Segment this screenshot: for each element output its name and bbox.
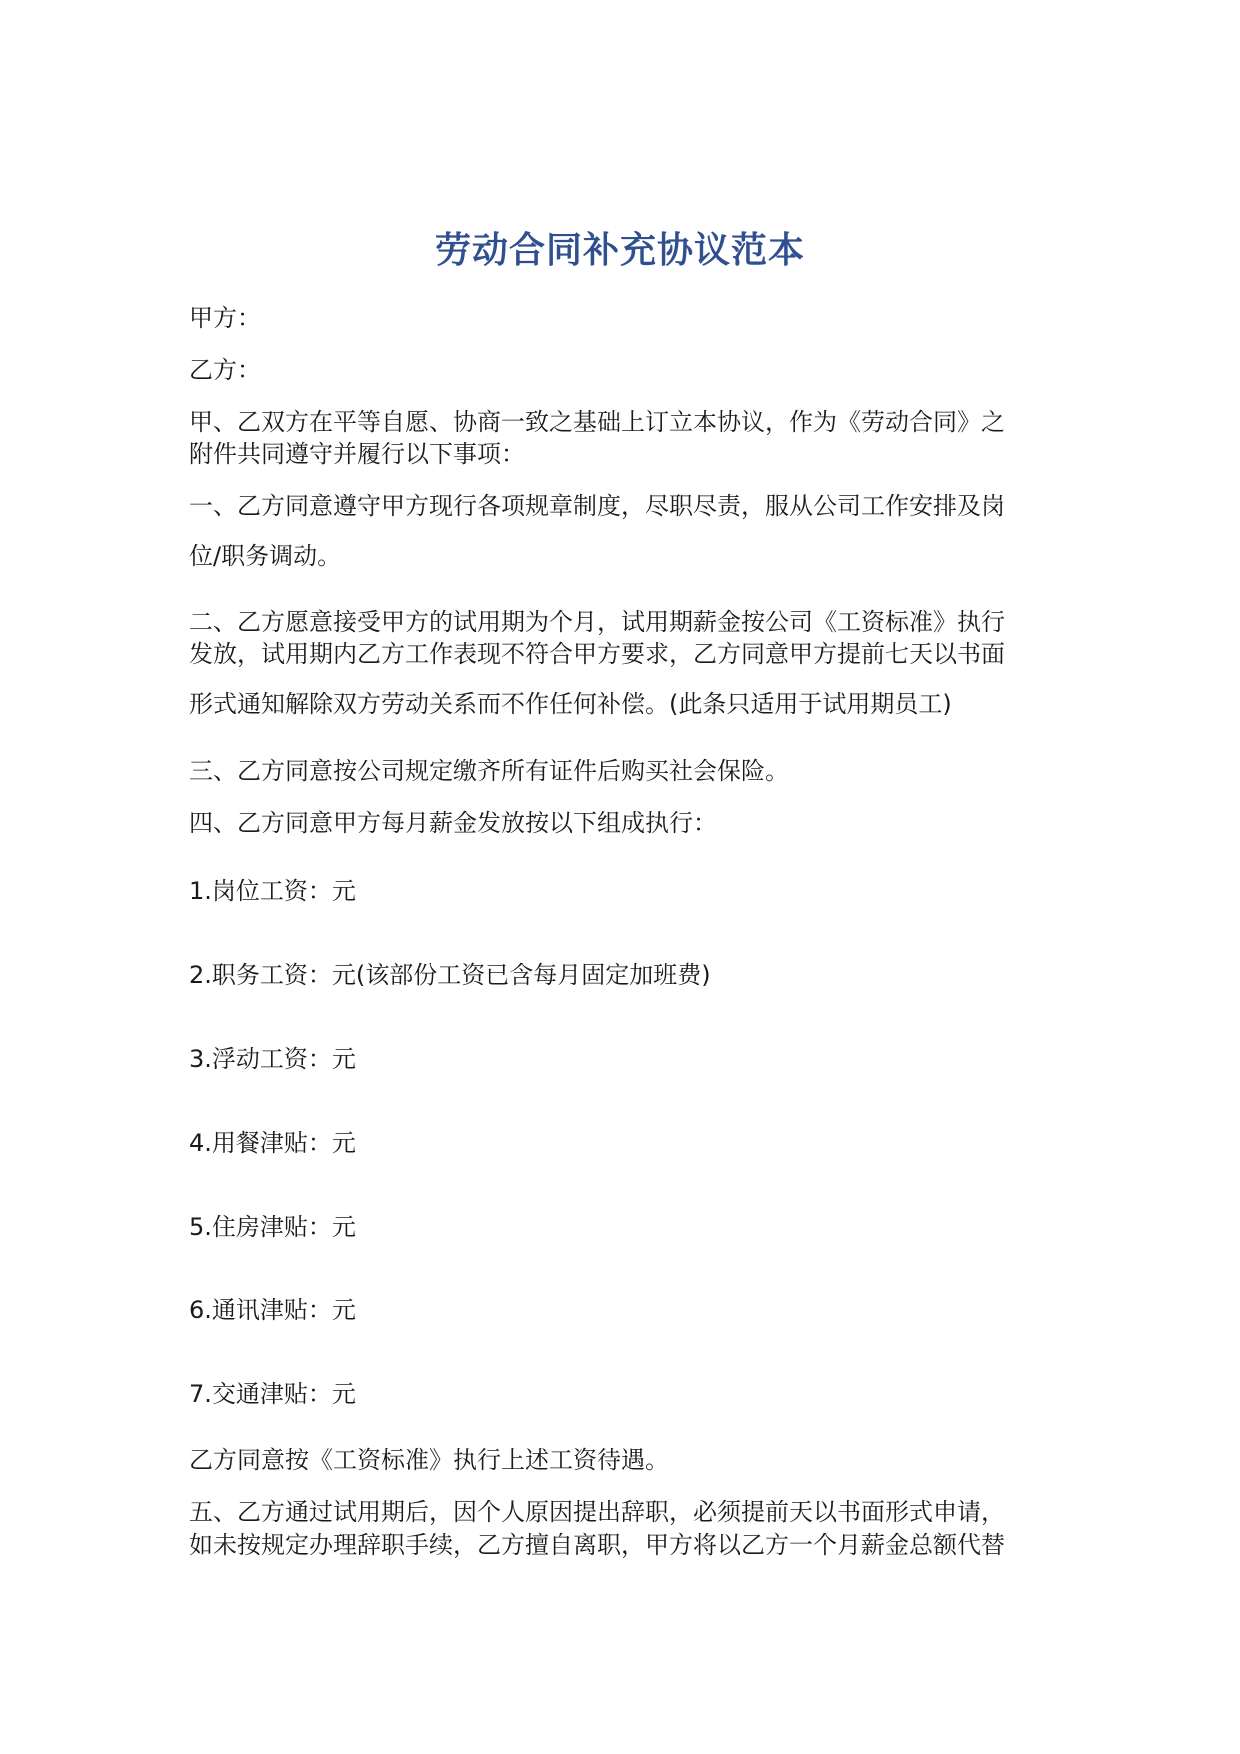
- salary-item-6: 6.通讯津贴：元: [189, 1296, 356, 1324]
- clause-2-line-3: 形式通知解除双方劳动关系而不作任何补偿。(此条只适用于试用期员工): [189, 690, 952, 718]
- salary-item-1: 1.岗位工资：元: [189, 877, 356, 905]
- clause-3-line: 三、乙方同意按公司规定缴齐所有证件后购买社会保险。: [189, 757, 789, 785]
- salary-item-7: 7.交通津贴：元: [189, 1380, 356, 1408]
- salary-item-2: 2.职务工资：元(该部份工资已含每月固定加班费): [189, 961, 711, 989]
- clause-1-line-2: 位/职务调动。: [189, 542, 342, 570]
- salary-agreement-line: 乙方同意按《工资标准》执行上述工资待遇。: [189, 1446, 669, 1474]
- clause-2-line-1: 二、乙方愿意接受甲方的试用期为个月，试用期薪金按公司《工资标准》执行: [189, 608, 1005, 636]
- clause-5-line-2: 如未按规定办理辞职手续，乙方擅自离职，甲方将以乙方一个月薪金总额代替: [189, 1531, 1005, 1559]
- party-a-line: 甲方：: [189, 304, 261, 332]
- document-title: 劳动合同补充协议范本: [434, 230, 805, 271]
- clause-4-line: 四、乙方同意甲方每月薪金发放按以下组成执行：: [189, 809, 717, 837]
- clause-5-line-1: 五、乙方通过试用期后，因个人原因提出辞职，必须提前天以书面形式申请，: [189, 1498, 1005, 1526]
- preamble-line-2: 附件共同遵守并履行以下事项：: [189, 440, 525, 468]
- salary-item-3: 3.浮动工资：元: [189, 1045, 356, 1073]
- clause-1-line-1: 一、乙方同意遵守甲方现行各项规章制度，尽职尽责，服从公司工作安排及岗: [189, 492, 1005, 520]
- preamble-line-1: 甲、乙双方在平等自愿、协商一致之基础上订立本协议，作为《劳动合同》之: [189, 408, 1005, 436]
- clause-2-line-2: 发放，试用期内乙方工作表现不符合甲方要求，乙方同意甲方提前七天以书面: [189, 640, 1005, 668]
- party-b-line: 乙方：: [189, 356, 261, 384]
- salary-item-5: 5.住房津贴：元: [189, 1213, 356, 1241]
- salary-item-4: 4.用餐津贴：元: [189, 1129, 356, 1157]
